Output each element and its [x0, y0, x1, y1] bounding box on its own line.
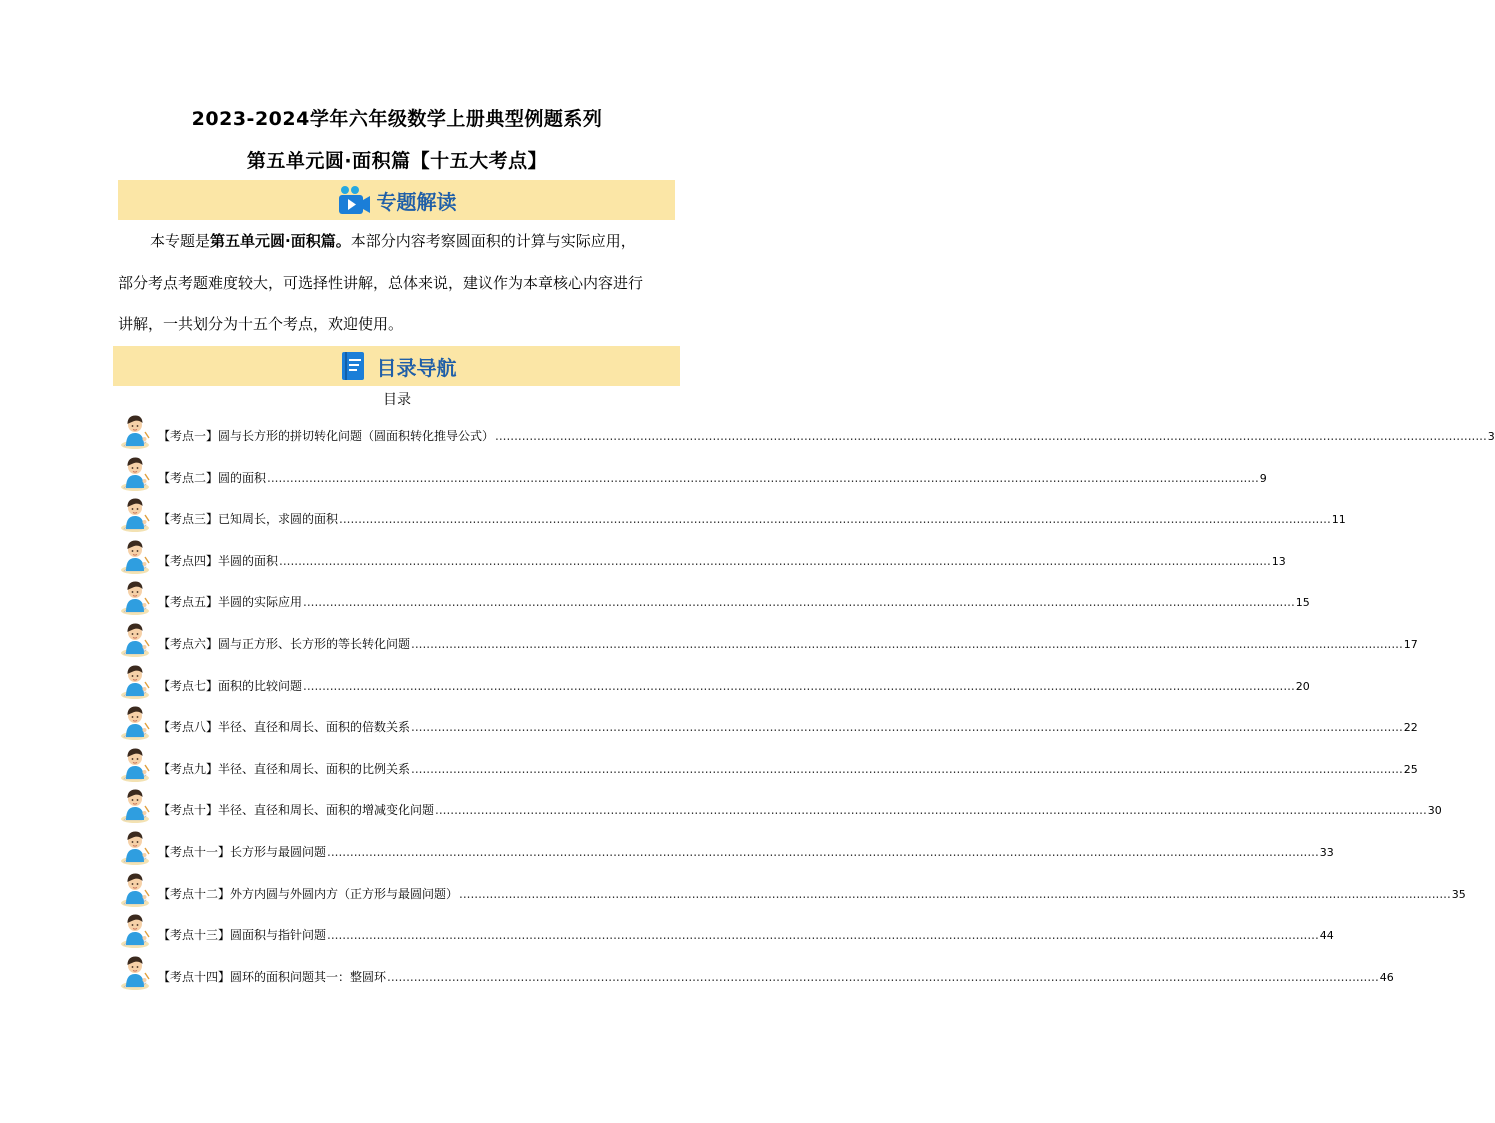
toc-entry-label[interactable]: 【考点九】半径、直径和周长、面积的比例关系 — [158, 761, 411, 776]
toc-entry[interactable] — [120, 658, 1310, 700]
toc-entry-page-number[interactable]: 17 — [1403, 638, 1418, 651]
student-avatar-icon — [120, 537, 156, 575]
toc-entry-label[interactable]: 【考点二】圆的面积 — [158, 470, 267, 485]
toc-entry-label[interactable]: 【考点八】半径、直径和周长、面积的倍数关系 — [158, 720, 411, 735]
toc-entry-text[interactable] — [158, 885, 1466, 908]
toc-entry-page-number[interactable]: 9 — [1259, 471, 1267, 485]
toc-heading: 目录 — [383, 392, 411, 408]
intro-paragraph-line3: 讲解，一共划分为十五个考点，欢迎使用。 — [118, 315, 404, 333]
intro-banner — [118, 180, 675, 220]
toc-entry-label[interactable]: 【考点五】半圆的实际应用 — [158, 595, 303, 610]
book-icon — [337, 349, 371, 383]
toc-entry-page-number[interactable]: 33 — [1319, 846, 1334, 859]
student-avatar-icon — [120, 495, 156, 533]
toc-leader-dots: .................................................................................................................................................................................................................................................................... — [339, 512, 1331, 527]
student-avatar-icon — [120, 578, 156, 616]
toc-entry-text[interactable] — [158, 552, 1286, 575]
toc-entry-page-number[interactable]: 46 — [1379, 970, 1394, 984]
toc-entry-label[interactable]: 【考点七】面积的比较问题 — [158, 678, 303, 693]
toc-leader-dots: .................................................................................................................................................................................................................................................................... — [411, 637, 1403, 651]
toc-entry-text[interactable] — [158, 677, 1310, 700]
toc-entry-page-number[interactable]: 30 — [1427, 804, 1442, 818]
toc-entry[interactable] — [120, 907, 1334, 949]
toc-leader-dots: .................................................................................................................................................................................................................................................................... — [327, 845, 1319, 859]
intro-paragraph-line1 — [118, 234, 678, 249]
toc-entry-text[interactable] — [158, 843, 1334, 866]
document-subtitle: 第五单元圆·面积篇【十五大考点】 — [246, 150, 548, 172]
toc-leader-dots: .................................................................................................................................................................................................................................................................... — [387, 969, 1379, 984]
toc-entry-text[interactable] — [158, 718, 1418, 741]
toc-entry-page-number[interactable]: 3 — [1487, 430, 1495, 443]
toc-entry-page-number[interactable]: 35 — [1451, 887, 1466, 901]
toc-entry-text[interactable] — [158, 469, 1267, 492]
toc-entry-text[interactable] — [158, 427, 1495, 450]
student-avatar-icon — [120, 620, 156, 658]
toc-entry-page-number[interactable]: 15 — [1295, 596, 1310, 610]
toc-leader-dots: .................................................................................................................................................................................................................................................................... — [411, 720, 1403, 735]
toc-entry-label[interactable]: 【考点十四】圆环的面积问题其一：整圆环 — [158, 969, 387, 984]
student-avatar-icon — [120, 412, 156, 450]
toc-entry-text[interactable] — [158, 760, 1418, 783]
toc-entry-label[interactable]: 【考点六】圆与正方形、长方形的等长转化问题 — [158, 637, 411, 651]
toc-banner — [113, 346, 680, 386]
toc-entry-text[interactable] — [158, 926, 1334, 949]
toc-entry-label[interactable]: 【考点十一】长方形与最圆问题 — [158, 845, 327, 859]
student-avatar-icon — [120, 911, 156, 949]
toc-entry[interactable] — [120, 866, 1466, 908]
toc-entry[interactable] — [120, 491, 1346, 533]
toc-leader-dots: .................................................................................................................................................................................................................................................................... — [303, 595, 1295, 610]
toc-leader-dots: .................................................................................................................................................................................................................................................................... — [327, 928, 1319, 943]
toc-entry-label[interactable]: 【考点十三】圆面积与指针问题 — [158, 928, 327, 943]
student-avatar-icon — [120, 786, 156, 824]
toc-entry-text[interactable] — [158, 801, 1442, 824]
toc-entry-label[interactable]: 【考点一】圆与长方形的拼切转化问题（圆面积转化推导公式） — [158, 429, 495, 443]
toc-entry[interactable] — [120, 949, 1394, 991]
intro-prefix: 本专题是 — [150, 232, 211, 250]
toc-leader-dots: .................................................................................................................................................................................................................................................................... — [411, 761, 1403, 776]
student-avatar-icon — [120, 745, 156, 783]
toc-entry-text[interactable] — [158, 593, 1310, 616]
toc-entry[interactable] — [120, 574, 1310, 616]
toc-entry[interactable] — [120, 616, 1418, 658]
toc-entry-text[interactable] — [158, 510, 1346, 533]
toc-entry-label[interactable]: 【考点十二】外方内圆与外圆内方（正方形与最圆问题） — [158, 886, 459, 901]
toc-banner-title: 目录导航 — [376, 355, 457, 380]
intro-line1-rest: 本部分内容考察圆面积的计算与实际应用， — [350, 232, 636, 250]
student-avatar-icon — [120, 662, 156, 700]
intro-banner-title: 专题解读 — [376, 189, 457, 214]
toc-entry-page-number[interactable]: 22 — [1403, 721, 1418, 735]
toc-entry[interactable] — [120, 699, 1418, 741]
toc-entry[interactable] — [120, 824, 1334, 866]
student-avatar-icon — [120, 703, 156, 741]
toc-entry-page-number[interactable]: 11 — [1331, 513, 1346, 527]
toc-entry-text[interactable] — [158, 635, 1418, 658]
student-avatar-icon — [120, 454, 156, 492]
toc-entry-page-number[interactable]: 20 — [1295, 679, 1310, 693]
toc-leader-dots: .................................................................................................................................................................................................................................................................... — [267, 470, 1259, 485]
video-camera-icon — [337, 183, 371, 217]
student-avatar-icon — [120, 870, 156, 908]
toc-entry-label[interactable]: 【考点四】半圆的面积 — [158, 553, 279, 568]
student-avatar-icon — [120, 828, 156, 866]
toc-entry-label[interactable]: 【考点三】已知周长，求圆的面积 — [158, 512, 339, 527]
toc-leader-dots: .................................................................................................................................................................................................................................................................... — [303, 678, 1295, 693]
toc-entry[interactable] — [120, 782, 1442, 824]
toc-entry[interactable] — [120, 533, 1286, 575]
toc-leader-dots: .................................................................................................................................................................................................................................................................... — [279, 553, 1271, 568]
intro-bold-text: 第五单元圆·面积篇。 — [210, 232, 351, 250]
toc-entry[interactable] — [120, 450, 1267, 492]
toc-entry-page-number[interactable]: 13 — [1271, 554, 1286, 568]
toc-entry-text[interactable] — [158, 968, 1394, 991]
toc-entry-page-number[interactable]: 25 — [1403, 762, 1418, 776]
document-title: 2023-2024学年六年级数学上册典型例题系列 — [191, 108, 603, 130]
toc-entry[interactable] — [120, 408, 1495, 450]
toc-entry-page-number[interactable]: 44 — [1319, 929, 1334, 943]
toc-leader-dots: .................................................................................................................................................................................................................................................................... — [459, 886, 1451, 901]
intro-paragraph-line2: 部分考点考题难度较大，可选择性讲解，总体来说，建议作为本章核心内容进行 — [118, 274, 644, 292]
toc-leader-dots: .................................................................................................................................................................................................................................................................... — [435, 803, 1427, 818]
toc-entry-label[interactable]: 【考点十】半径、直径和周长、面积的增减变化问题 — [158, 803, 435, 818]
student-avatar-icon — [120, 953, 156, 991]
toc-leader-dots: .................................................................................................................................................................................................................................................................... — [495, 429, 1487, 443]
toc-entry[interactable] — [120, 741, 1418, 783]
